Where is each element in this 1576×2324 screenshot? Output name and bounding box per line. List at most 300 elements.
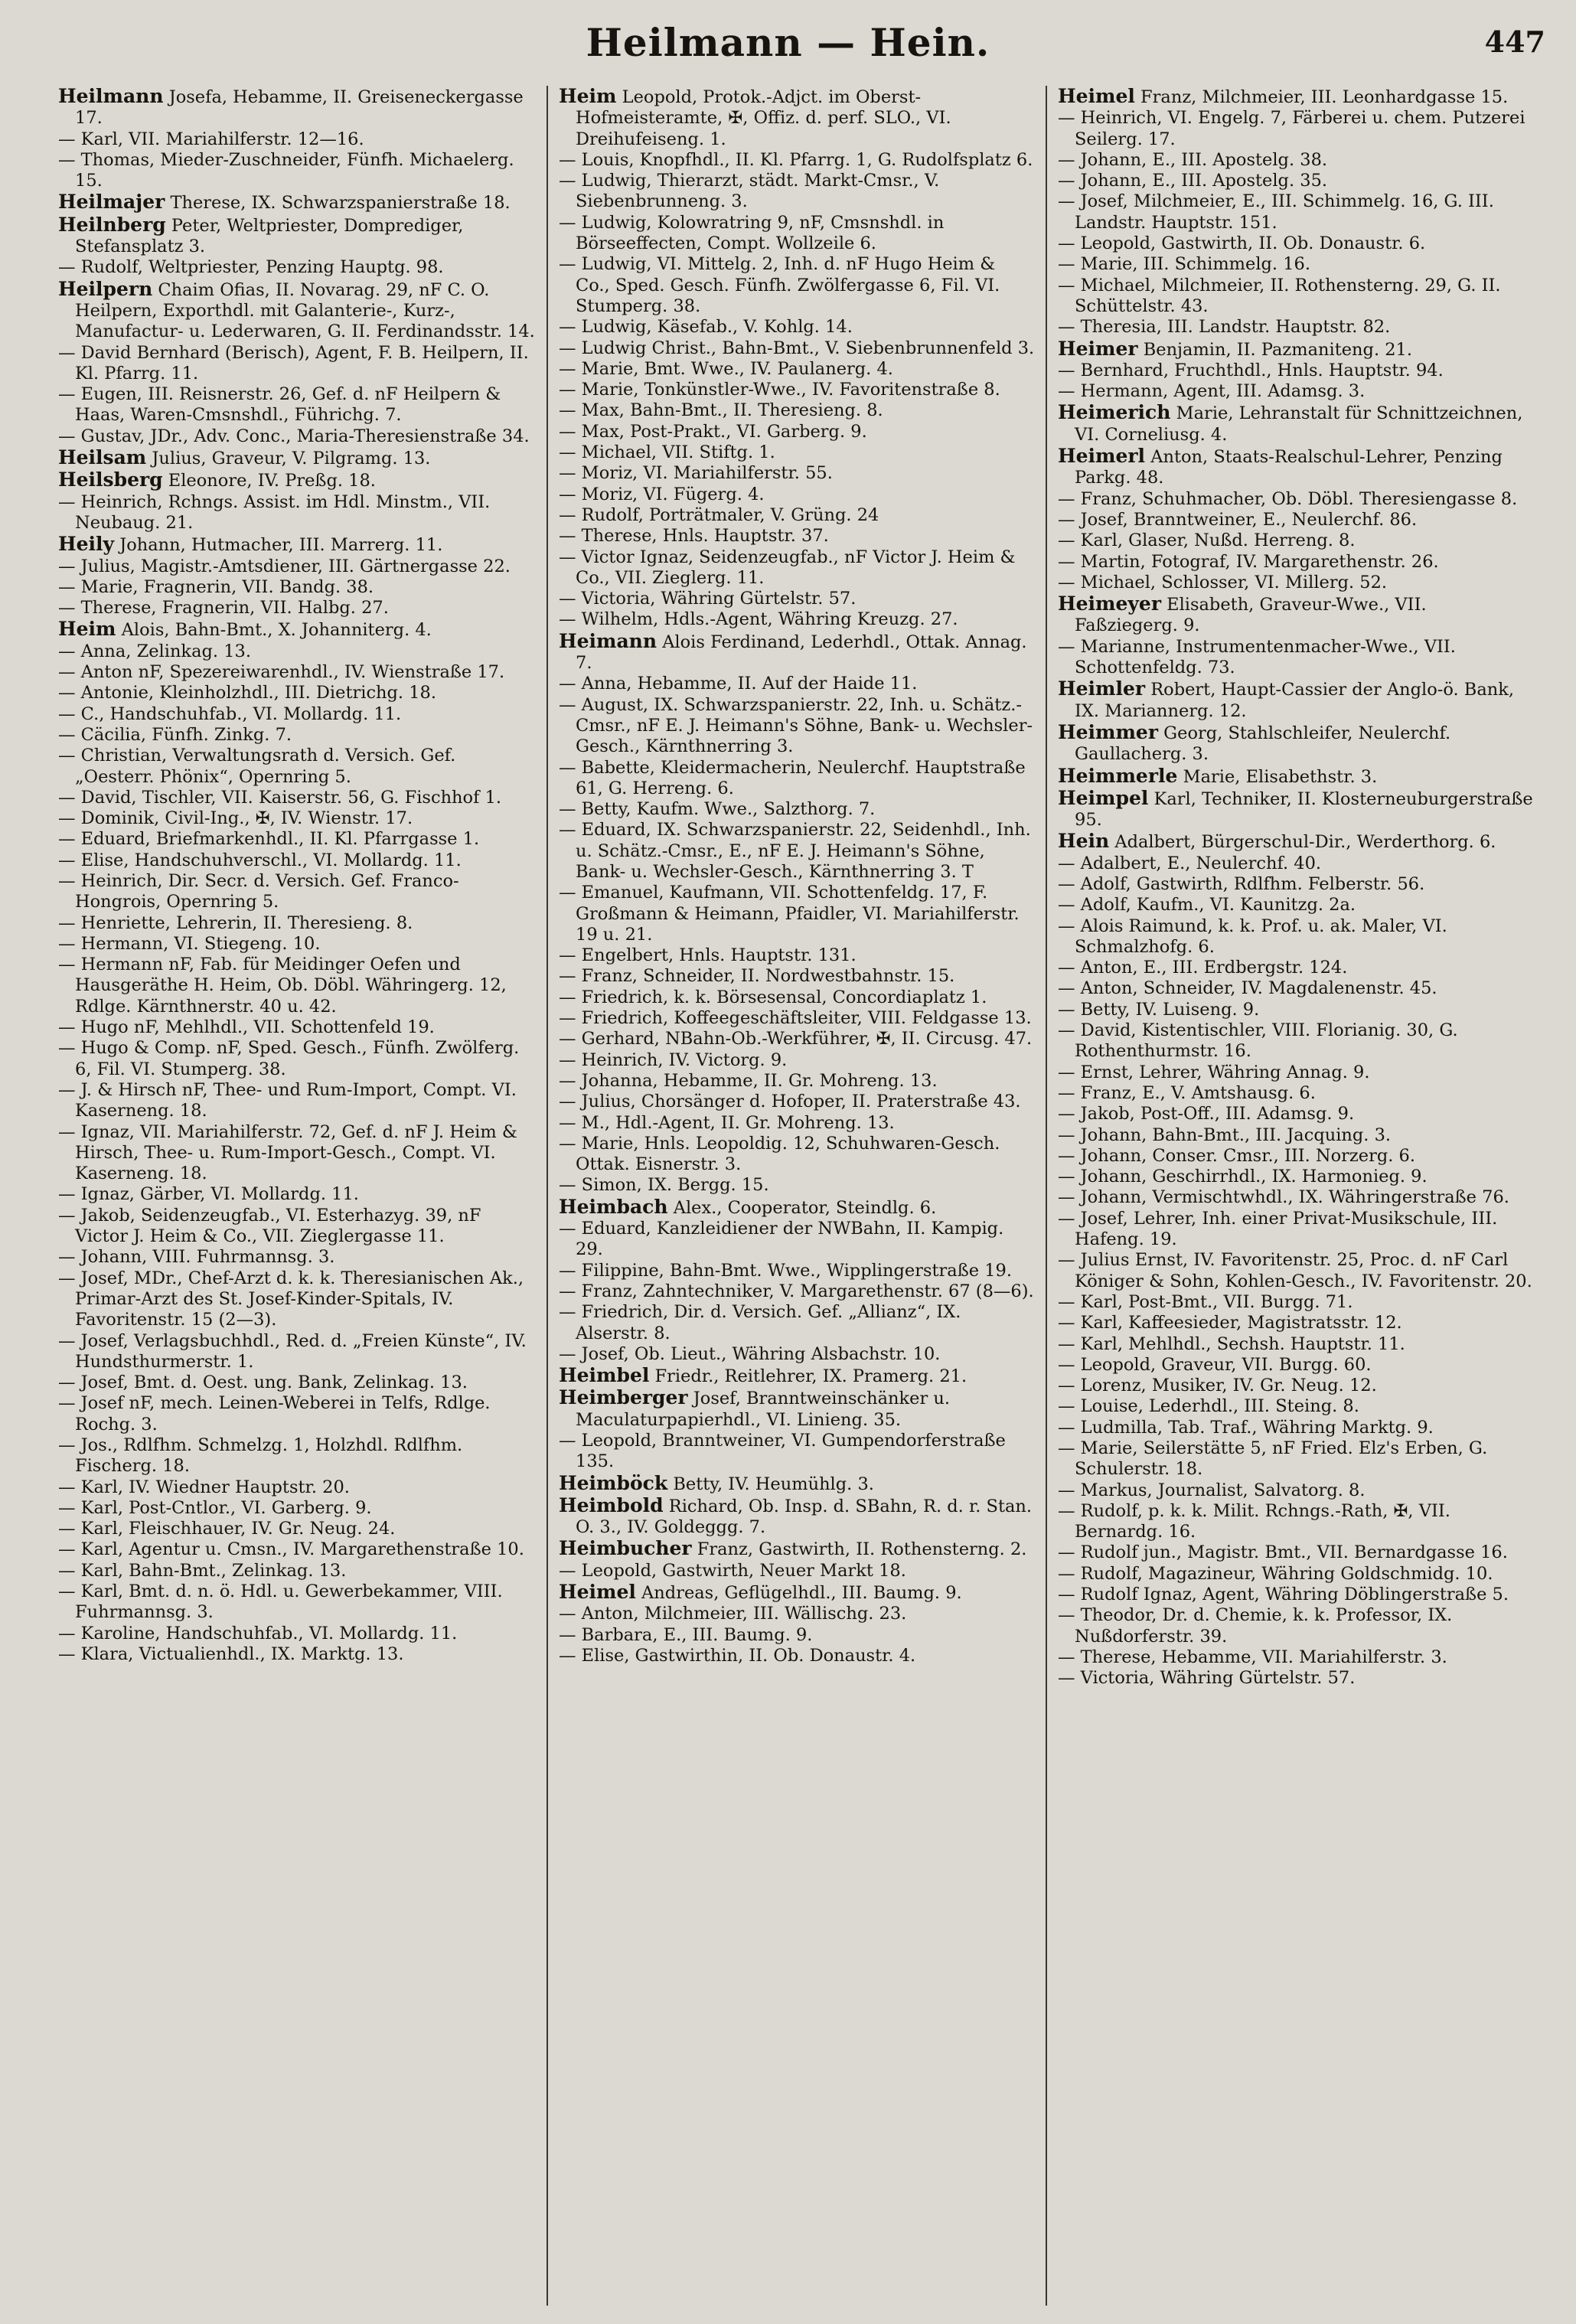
entry-text: — Betty, Kaufm. Wwe., Salzthorg. 7. — [559, 799, 876, 820]
directory-entry — [1058, 765, 1534, 788]
directory-entry — [559, 1431, 1035, 1473]
directory-entry — [1058, 874, 1534, 895]
entry-text: Peter, Weltpriester, Domprediger, Stefansplatz 3. — [75, 215, 464, 257]
directory-entry — [1058, 854, 1534, 874]
directory-entry — [559, 1196, 1035, 1219]
directory-entry — [559, 1029, 1035, 1049]
directory-entry — [1058, 1313, 1534, 1333]
entry-text: — Rudolf, p. k. k. Milit. Rchngs.-Rath, ✠, VII. Bernardg. 16. — [1058, 1500, 1450, 1542]
entry-surname: Heimbach — [559, 1195, 668, 1218]
directory-entry — [559, 1495, 1035, 1539]
directory-entry — [58, 1184, 536, 1205]
directory-entry — [58, 447, 536, 469]
directory-entry — [1058, 1167, 1534, 1187]
entry-text: — Heinrich, Rchngs. Assist. im Hdl. Minstm., VII. Neubaug. 21. — [58, 491, 491, 533]
entry-text: — Josef, Branntweiner, E., Neulerchf. 86. — [1058, 509, 1418, 530]
directory-entry — [58, 279, 536, 343]
running-head: Heilmann — Hein. — [586, 20, 990, 65]
entry-text: — Ludwig, Kolowratring 9, nF, Cmsnshdl. in Börseeffecten, Compt. Wollzeile 6. — [559, 212, 945, 254]
directory-entry — [559, 1365, 1035, 1387]
entry-text: — Martin, Fotograf, IV. Margarethenstr. 26. — [1058, 551, 1439, 572]
entry-text: — Franz, Zahntechniker, V. Margarethenstr. 67 (8—6). — [559, 1281, 1034, 1301]
directory-entry — [58, 214, 536, 258]
directory-entry — [559, 1261, 1035, 1281]
directory-entry — [559, 1175, 1035, 1196]
entry-text: Marie, Lehranstalt für Schnittzeichnen, VI. Corneliusg. 4. — [1075, 403, 1523, 445]
directory-entry — [58, 1017, 536, 1038]
entry-text: — Louise, Lederhdl., III. Steing. 8. — [1058, 1396, 1359, 1417]
entry-text: — Anton nF, Spezereiwarenhdl., IV. Wienstraße 17. — [58, 662, 505, 683]
entry-text: — Marie, Fragnerin, VII. Bandg. 38. — [58, 576, 374, 597]
directory-entry — [1058, 530, 1534, 551]
entry-text: — Karl, Mehlhdl., Sechsh. Hauptstr. 11. — [1058, 1333, 1405, 1354]
directory-entry — [559, 695, 1035, 758]
entry-surname: Heilmann — [58, 86, 164, 107]
directory-entry — [559, 338, 1035, 359]
entry-text: — Max, Bahn-Bmt., II. Theresieng. 8. — [559, 400, 883, 421]
entry-text: — Michael, Schlosser, VI. Millerg. 52. — [1058, 572, 1388, 592]
entry-text: — Theresia, III. Landstr. Hauptstr. 82. — [1058, 317, 1391, 338]
entry-text: — Franz, E., V. Amtshausg. 6. — [1058, 1082, 1316, 1103]
directory-entry — [1058, 1668, 1534, 1689]
entry-text: — Johann, Conser. Cmsr., III. Norzerg. 6. — [1058, 1145, 1416, 1166]
column-3 — [1046, 86, 1545, 2306]
entry-text: — Thomas, Mieder-Zuschneider, Fünfh. Michaelerg. 15. — [58, 149, 514, 191]
directory-entry — [1058, 1438, 1534, 1480]
directory-entry — [559, 1071, 1035, 1092]
entry-text: — Ludwig Christ., Bahn-Bmt., V. Siebenbrunnenfeld 3. — [559, 338, 1035, 358]
entry-text: — Leopold, Graveur, VII. Burgg. 60. — [1058, 1354, 1372, 1375]
directory-entry — [58, 1268, 536, 1331]
entry-text: — Heinrich, Dir. Secr. d. Versich. Gef. Franco-Hongrois, Opernring 5. — [58, 870, 459, 912]
directory-entry — [58, 871, 536, 913]
entry-text: — Elise, Handschuhverschl., VI. Mollardg. 11. — [58, 850, 462, 870]
entry-text: — Eduard, IX. Schwarzspanierstr. 22, Seidenhdl., Inh. u. Schätz.-Cmsr., E., nF E. J. Heimann's Söhne, Bank- u. Wechsler-Gesch., Kärnthnerring 3. T — [559, 820, 1031, 882]
entry-text: — David Bernhard (Berisch), Agent, F. B. Heilpern, II. Kl. Pfarrg. 11. — [58, 342, 529, 384]
directory-entry — [58, 683, 536, 703]
directory-entry — [1058, 150, 1534, 171]
entry-text: — Anton, E., III. Erdbergstr. 124. — [1058, 958, 1348, 978]
entry-text: — Johann, VIII. Fuhrmannsg. 3. — [58, 1247, 335, 1268]
entry-text: — Leopold, Gastwirth, Neuer Markt 18. — [559, 1560, 906, 1581]
entry-text: Benjamin, II. Pazmaniteng. 21. — [1143, 339, 1413, 360]
directory-entry — [559, 485, 1035, 505]
entry-text: Friedr., Reitlehrer, IX. Pramerg. 21. — [654, 1366, 967, 1387]
entry-text: Julius, Graveur, V. Pilgramg. 13. — [152, 449, 431, 469]
directory-entry — [1058, 1250, 1534, 1292]
entry-text: Anton, Staats-Realschul-Lehrer, Penzing Parkg. 48. — [1075, 447, 1503, 488]
directory-entry — [58, 1477, 536, 1498]
entry-text: — Marie, Tonkünstler-Wwe., IV. Favoritenstraße 8. — [559, 380, 1000, 400]
entry-text: — Victoria, Währing Gürtelstr. 57. — [559, 589, 857, 609]
directory-entry — [58, 1624, 536, 1644]
entry-text: — Filippine, Bahn-Bmt. Wwe., Wipplingerstraße 19. — [559, 1260, 1012, 1281]
directory-entry — [1058, 254, 1534, 275]
entry-text: — Simon, IX. Bergg. 15. — [559, 1175, 769, 1196]
entry-text: — Elise, Gastwirthin, II. Ob. Donaustr. 4. — [559, 1645, 916, 1666]
entry-surname: Heilsberg — [58, 468, 163, 491]
entry-text: — Christian, Verwaltungsrath d. Versich. Gef. „Oesterr. Phönix“, Opernring 5. — [58, 746, 456, 787]
directory-entry — [1058, 381, 1534, 402]
directory-entry — [559, 150, 1035, 171]
directory-entry — [1058, 191, 1534, 233]
directory-entry — [1058, 317, 1534, 338]
entry-text: — Eduard, Kanzleidiener der NWBahn, II. Kampig. 29. — [559, 1219, 1004, 1260]
entry-text: — Victoria, Währing Gürtelstr. 57. — [1058, 1668, 1356, 1689]
entry-text: Alois, Bahn-Bmt., X. Johanniterg. 4. — [121, 620, 432, 641]
directory-entry — [58, 913, 536, 934]
entry-text: — Adolf, Gastwirth, Rdlfhm. Felberstr. 56. — [1058, 873, 1425, 894]
entry-text: — Dominik, Civil-Ing., ✠, IV. Wienstr. 17. — [58, 808, 413, 829]
entry-text: — Josef, MDr., Chef-Arzt d. k. k. Theresianischen Ak., Primar-Arzt des St. Josef-Kinder-Spitals, IV. Favoritenstr. 15 (2—3). — [58, 1268, 524, 1330]
entry-text: — Marie, Bmt. Wwe., IV. Paulanerg. 4. — [559, 358, 893, 379]
entry-text: — Ernst, Lehrer, Währing Annag. 9. — [1058, 1062, 1370, 1082]
column-1 — [47, 86, 547, 2306]
directory-entry — [58, 598, 536, 619]
entry-text: — Franz, Schuhmacher, Ob. Döbl. Theresiengasse 8. — [1058, 488, 1518, 509]
entry-text: — Michael, Milchmeier, II. Rothensterng. 29, G. II. Schüttelstr. 43. — [1058, 275, 1501, 316]
entry-surname: Heimeyer — [1058, 592, 1161, 615]
directory-entry — [1058, 1062, 1534, 1083]
entry-surname: Heimböck — [559, 1471, 668, 1494]
entry-surname: Heimbel — [559, 1364, 650, 1387]
directory-entry — [559, 86, 1035, 150]
directory-entry — [559, 1604, 1035, 1624]
entry-text: — Klara, Victualienhdl., IX. Marktg. 13. — [58, 1643, 404, 1664]
entry-text: — Josef, Verlagsbuchhdl., Red. d. „Freien Künste“, IV. Hundsthurmerstr. 1. — [58, 1330, 527, 1372]
entry-text: — Hermann, Agent, III. Adamsg. 3. — [1058, 381, 1366, 402]
entry-text: — Julius Ernst, IV. Favoritenstr. 25, Proc. d. nF Carl Königer & Sohn, Kohlen-Gesch., IV. Favoritenstr. 20. — [1058, 1250, 1532, 1291]
entry-text: — M., Hdl.-Agent, II. Gr. Mohreng. 13. — [559, 1112, 895, 1133]
directory-entry — [1058, 1542, 1534, 1563]
directory-entry — [559, 1581, 1035, 1604]
entry-text: — Karl, Post-Cntlor., VI. Garberg. 9. — [58, 1497, 372, 1518]
entry-surname: Heimer — [1058, 337, 1138, 360]
entry-text: — Theodor, Dr. d. Chemie, k. k. Professor, IX. Nußdorferstr. 39. — [1058, 1605, 1453, 1647]
entry-surname: Heim — [559, 86, 617, 107]
entry-text: — Anna, Hebamme, II. Auf der Haide 11. — [559, 674, 918, 694]
directory-entry — [58, 788, 536, 808]
entry-text: — Rudolf jun., Magistr. Bmt., VII. Bernardgasse 16. — [1058, 1542, 1508, 1563]
directory-entry — [58, 725, 536, 746]
directory-entry — [1058, 489, 1534, 510]
directory-entry — [559, 966, 1035, 987]
entry-text: — Heinrich, IV. Victorg. 9. — [559, 1049, 788, 1070]
directory-entry — [559, 1387, 1035, 1431]
entry-text: — Therese, Hebamme, VII. Mariahilferstr. 3. — [1058, 1647, 1447, 1667]
entry-text: — Ludwig, Käsefab., V. Kohlg. 14. — [559, 317, 853, 338]
entry-text: — Wilhelm, Hdls.-Agent, Währing Kreuzg. 27. — [559, 609, 958, 630]
directory-entry — [58, 1644, 536, 1665]
entry-text: Marie, Elisabethstr. 3. — [1183, 766, 1378, 787]
entry-text: — August, IX. Schwarzspanierstr. 22, Inh. u. Schätz.-Cmsr., nF E. J. Heimann's Söhne, Bank- u. Wechsler-Gesch., Kärnthnerring 3. — [559, 694, 1033, 757]
entry-text: Eleonore, IV. Preßg. 18. — [168, 471, 376, 491]
entry-surname: Heimerl — [1058, 445, 1146, 468]
directory-entry — [559, 442, 1035, 463]
entry-text: — Jakob, Post-Off., III. Adamsg. 9. — [1058, 1104, 1355, 1124]
directory-entry — [1058, 1125, 1534, 1146]
directory-entry — [559, 1281, 1035, 1302]
directory-entry — [58, 808, 536, 829]
entry-text: — Ignaz, Gärber, VI. Mollardg. 11. — [58, 1184, 359, 1205]
directory-entry — [1058, 1209, 1534, 1251]
entry-text: — Therese, Hnls. Hauptstr. 37. — [559, 526, 829, 547]
entry-surname: Heimel — [1058, 86, 1135, 107]
entry-surname: Heimberger — [559, 1386, 688, 1409]
entry-text: Richard, Ob. Insp. d. SBahn, R. d. r. Stan. O. 3., IV. Goldeggg. 7. — [576, 1496, 1033, 1538]
directory-entry — [559, 820, 1035, 883]
entry-text: Elisabeth, Graveur-Wwe., VII. Faßziegerg. 9. — [1075, 595, 1427, 636]
entry-text: — Antonie, Kleinholzhdl., III. Dietrichg. 18. — [58, 683, 437, 703]
entry-text: — Johann, Vermischtwhdl., IX. Währingerstraße 76. — [1058, 1187, 1509, 1208]
entry-text: — Bernhard, Fruchthdl., Hnls. Hauptstr. 94. — [1058, 360, 1444, 380]
column-2 — [547, 86, 1046, 2306]
entry-text: — Karl, Post-Bmt., VII. Burgg. 71. — [1058, 1291, 1353, 1312]
directory-entry — [1058, 1564, 1534, 1585]
entry-surname: Heimmerle — [1058, 764, 1178, 787]
directory-entry — [58, 534, 536, 556]
directory-entry — [58, 557, 536, 577]
entry-text: — Josef nF, mech. Leinen-Weberei in Telfs, Rdlge. Rochg. 3. — [58, 1393, 491, 1435]
directory-entry — [559, 883, 1035, 945]
entry-text: — Markus, Journalist, Salvatorg. 8. — [1058, 1480, 1366, 1500]
directory-entry — [559, 1134, 1035, 1176]
entry-text: — Louis, Knopfhdl., II. Kl. Pfarrg. 1, G. Rudolfsplatz 6. — [559, 149, 1033, 170]
entry-text: — Johann, Geschirrhdl., IX. Harmonieg. 9. — [1058, 1167, 1428, 1187]
entry-text: — Johanna, Hebamme, II. Gr. Mohreng. 13. — [559, 1070, 938, 1091]
directory-entry — [58, 384, 536, 426]
directory-entry — [58, 1539, 536, 1560]
directory-entry — [559, 1092, 1035, 1112]
directory-entry — [559, 380, 1035, 400]
entry-text: — Michael, VII. Stiftg. 1. — [559, 442, 775, 463]
directory-entry — [1058, 446, 1534, 489]
directory-entry — [1058, 1418, 1534, 1438]
directory-entry — [1058, 1146, 1534, 1167]
directory-entry — [1058, 361, 1534, 381]
directory-entry — [58, 150, 536, 192]
entry-text: — Marie, III. Schimmelg. 16. — [1058, 254, 1311, 275]
entry-text: — Karl, Bmt. d. n. ö. Hdl. u. Gewerbekammer, VIII. Fuhrmannsg. 3. — [58, 1581, 503, 1623]
entry-text: — Cäcilia, Fünfh. Zinkg. 7. — [58, 724, 292, 745]
directory-entry — [58, 641, 536, 662]
entry-text: — Karl, Bahn-Bmt., Zelinkag. 13. — [58, 1560, 347, 1581]
directory-entry — [58, 1373, 536, 1393]
directory-entry — [559, 1113, 1035, 1134]
entry-text: — Anton, Milchmeier, III. Wällischg. 23. — [559, 1604, 907, 1624]
directory-entry — [1058, 233, 1534, 254]
entry-text: — Josef, Bmt. d. Oest. ung. Bank, Zelinkag. 13. — [58, 1373, 468, 1393]
directory-entry — [559, 1050, 1035, 1071]
entry-text: — Ludwig, Thierarzt, städt. Markt-Cmsr., V. Siebenbrunneng. 3. — [559, 171, 940, 212]
directory-entry — [58, 129, 536, 150]
entry-text: — Marianne, Instrumentenmacher-Wwe., VII. Schottenfeldg. 73. — [1058, 636, 1456, 678]
directory-entry — [58, 1581, 536, 1624]
directory-entry — [1058, 1396, 1534, 1417]
directory-entry — [58, 1393, 536, 1435]
directory-entry — [58, 1038, 536, 1080]
directory-entry — [1058, 1292, 1534, 1313]
entry-text: — Rudolf Ignaz, Agent, Währing Döblingerstraße 5. — [1058, 1585, 1509, 1605]
entry-surname: Heilpern — [58, 277, 153, 300]
directory-entry — [58, 86, 536, 129]
entry-text: — Josef, Milchmeier, E., III. Schimmelg. 16, G. III. Landstr. Hauptstr. 151. — [1058, 191, 1494, 233]
entry-text: — Emanuel, Kaufmann, VII. Schottenfeldg. 17, F. Großmann & Heimann, Pfaidler, VI. Mariahilferstr. 19 u. 21. — [559, 883, 1020, 945]
entry-text: Franz, Gastwirth, II. Rothensterng. 2. — [697, 1539, 1027, 1560]
entry-surname: Hein — [1058, 830, 1110, 853]
entry-text: — Karl, Fleischhauer, IV. Gr. Neug. 24. — [58, 1519, 396, 1539]
directory-entry — [559, 547, 1035, 589]
directory-entry — [1058, 722, 1534, 765]
entry-text: — Gustav, JDr., Adv. Conc., Maria-Theresienstraße 34. — [58, 426, 530, 446]
directory-entry — [559, 317, 1035, 338]
directory-entry — [1058, 1000, 1534, 1020]
entry-text: — Eduard, Briefmarkenhdl., II. Kl. Pfarrgasse 1. — [58, 829, 480, 850]
entry-text: — Rudolf, Porträtmaler, V. Grüng. 24 — [559, 504, 879, 525]
entry-text: — Jos., Rdlfhm. Schmelzg. 1, Holzhdl. Rdlfhm. Fischerg. 18. — [58, 1435, 463, 1477]
entry-text: Betty, IV. Heumühlg. 3. — [673, 1474, 874, 1494]
directory-entry — [58, 343, 536, 385]
directory-entry — [1058, 171, 1534, 191]
directory-entry — [1058, 1187, 1534, 1208]
directory-entry — [58, 955, 536, 1017]
entry-text: — Ludwig, VI. Mittelg. 2, Inh. d. nF Hugo Heim & Co., Sped. Gesch. Fünfh. Zwölfergasse 6, Fil. VI. Stumperg. 38. — [559, 254, 1000, 316]
directory-entry — [559, 1625, 1035, 1646]
directory-entry — [559, 1538, 1035, 1560]
directory-entry — [559, 422, 1035, 442]
entry-surname: Heimerich — [1058, 401, 1171, 424]
directory-entry — [559, 359, 1035, 380]
entry-text: — Hermann nF, Fab. für Meidinger Oefen und Hausgeräthe H. Heim, Ob. Döbl. Währingerg. 12, Rdlge. Kärnthnerstr. 40 u. 42. — [58, 955, 507, 1017]
entry-text: — Karoline, Handschuhfab., VI. Mollardg. 11. — [58, 1623, 458, 1643]
entry-text: — Heinrich, VI. Engelg. 7, Färberei u. chem. Putzerei Seilerg. 17. — [1058, 108, 1525, 149]
entry-text: — Marie, Seilerstätte 5, nF Fried. Elz's Erben, G. Schulerstr. 18. — [1058, 1438, 1488, 1480]
entry-surname: Heim — [58, 618, 116, 641]
directory-entry — [559, 589, 1035, 609]
entry-text: Robert, Haupt-Cassier der Anglo-ö. Bank, IX. Mariannerg. 12. — [1075, 680, 1515, 721]
entry-text: — Jakob, Seidenzeugfab., VI. Esterhazyg. 39, nF Victor J. Heim & Co., VII. Zieglergasse 11. — [58, 1205, 481, 1247]
entry-surname: Heilmajer — [58, 191, 165, 214]
directory-entry — [1058, 637, 1534, 679]
directory-entry — [1058, 1501, 1534, 1543]
directory-entry — [1058, 573, 1534, 593]
entry-text: — Karl, Glaser, Nußd. Herreng. 8. — [1058, 530, 1356, 551]
directory-entry — [1058, 1020, 1534, 1062]
directory-entry — [58, 577, 536, 598]
directory-entry — [1058, 916, 1534, 958]
entry-text: — Babette, Kleidermacherin, Neulerchf. Hauptstraße 61, G. Herreng. 6. — [559, 757, 1026, 798]
directory-entry — [58, 426, 536, 447]
directory-entry — [1058, 1334, 1534, 1355]
directory-entry — [1058, 338, 1534, 361]
page-header — [0, 14, 1576, 67]
directory-entry — [58, 492, 536, 534]
entry-text: — Lorenz, Musiker, IV. Gr. Neug. 12. — [1058, 1376, 1377, 1396]
entry-text: — David, Tischler, VII. Kaiserstr. 56, G. Fischhof 1. — [58, 787, 502, 808]
entry-text: — Hermann, VI. Stiegeng. 10. — [58, 933, 321, 954]
entry-text: Leopold, Protok.-Adjct. im Oberst-Hofmeisteramte, ✠, Offiz. d. perf. SLO., VI. Dreihufeiseng. 1. — [576, 87, 951, 149]
entry-text: Chaim Ofias, II. Novarag. 29, nF C. O. Heilpern, Exporthdl. mit Galanterie-, Kurz-, Manufactur- u. Lederwaren, G. II. Ferdinandsstr. 14. — [75, 279, 535, 342]
directory-entry — [1058, 1104, 1534, 1124]
directory-entry — [58, 704, 536, 725]
entry-surname: Heimmer — [1058, 720, 1159, 743]
directory-entry — [58, 829, 536, 850]
entry-text: — Gerhard, NBahn-Ob.-Werkführer, ✠, II. Circusg. 47. — [559, 1029, 1033, 1049]
directory-entry — [1058, 895, 1534, 916]
directory-entry — [1058, 1480, 1534, 1501]
directory-entry — [1058, 108, 1534, 150]
directory-entry — [1058, 276, 1534, 318]
directory-entry — [58, 1561, 536, 1581]
entry-text: — Moriz, VI. Fügerg. 4. — [559, 484, 765, 504]
entry-text: — David, Kistentischler, VIII. Florianig. 30, G. Rothenthurmstr. 16. — [1058, 1020, 1458, 1062]
directory-entry — [58, 934, 536, 955]
entry-text: — Karl, IV. Wiedner Hauptstr. 20. — [58, 1477, 350, 1497]
entry-text: Franz, Milchmeier, III. Leonhardgasse 15. — [1140, 87, 1509, 107]
entry-text: Alois Ferdinand, Lederhdl., Ottak. Annag. 7. — [576, 632, 1027, 674]
entry-text: — Anna, Zelinkag. 13. — [58, 641, 251, 661]
entry-text: — Anton, Schneider, IV. Magdalenenstr. 45. — [1058, 978, 1437, 999]
entry-text: — Johann, E., III. Apostelg. 38. — [1058, 149, 1328, 170]
entry-text: — Barbara, E., III. Baumg. 9. — [559, 1624, 813, 1645]
entry-text: — Victor Ignaz, Seidenzeugfab., nF Victor J. Heim & Co., VII. Zieglerg. 11. — [559, 547, 1016, 588]
directory-entry — [559, 1219, 1035, 1261]
entry-surname: Heimpel — [1058, 786, 1149, 809]
entry-text: — Karl, Agentur u. Cmsn., IV. Margarethenstraße 10. — [58, 1539, 524, 1560]
entry-text: — Ludmilla, Tab. Traf., Währing Marktg. 9. — [1058, 1417, 1434, 1438]
entry-text: — Henriette, Lehrerin, II. Theresieng. 8. — [58, 912, 413, 933]
entry-text: — Franz, Schneider, II. Nordwestbahnstr. 15. — [559, 966, 955, 987]
directory-entry — [1058, 978, 1534, 999]
directory-columns — [47, 86, 1546, 2306]
entry-text: Therese, IX. Schwarzspanierstraße 18. — [170, 193, 511, 214]
directory-entry — [559, 1344, 1035, 1365]
directory-entry — [559, 945, 1035, 966]
directory-entry — [1058, 1376, 1534, 1396]
directory-entry — [58, 469, 536, 491]
entry-text: Karl, Techniker, II. Klosterneuburgerstraße 95. — [1075, 788, 1533, 831]
directory-entry — [1058, 1605, 1534, 1647]
entry-surname: Heimann — [559, 629, 657, 652]
entry-text: — Friedrich, Dir. d. Versich. Gef. „Allianz“, IX. Alserstr. 8. — [559, 1302, 961, 1343]
entry-text: — J. & Hirsch nF, Thee- und Rum-Import, Compt. VI. Kaserneng. 18. — [58, 1079, 517, 1121]
entry-text: — Marie, Hnls. Leopoldig. 12, Schuhwaren-Gesch. Ottak. Eisnerstr. 3. — [559, 1133, 1000, 1175]
entry-surname: Heilnberg — [58, 213, 166, 236]
page-number: 447 — [1484, 24, 1545, 59]
entry-surname: Heimel — [559, 1581, 636, 1604]
directory-entry — [58, 1331, 536, 1373]
entry-text: — Adolf, Kaufm., VI. Kaunitzg. 2a. — [1058, 895, 1356, 916]
entry-text: — Josef, Ob. Lieut., Währing Alsbachstr. 10. — [559, 1343, 941, 1364]
entry-text: Johann, Hutmacher, III. Marrerg. 11. — [119, 535, 443, 556]
entry-text: — C., Handschuhfab., VI. Mollardg. 11. — [58, 703, 402, 724]
directory-entry — [559, 674, 1035, 694]
directory-entry — [559, 1473, 1035, 1495]
entry-text: — Karl, Kaffeesieder, Magistratsstr. 12. — [1058, 1313, 1402, 1333]
directory-entry — [559, 505, 1035, 526]
directory-entry — [559, 1646, 1035, 1666]
entry-text: — Hugo & Comp. nF, Sped. Gesch., Fünfh. Zwölferg. 6, Fil. VI. Stumperg. 38. — [58, 1038, 520, 1079]
entry-text: — Julius, Magistr.-Amtsdiener, III. Gärtnergasse 22. — [58, 556, 511, 576]
directory-entry — [559, 799, 1035, 820]
entry-text: — Moriz, VI. Mariahilferstr. 55. — [559, 463, 833, 484]
entry-text: — Leopold, Branntweiner, VI. Gumpendorferstraße 135. — [559, 1431, 1006, 1472]
entry-text: — Engelbert, Hnls. Hauptstr. 131. — [559, 945, 857, 966]
entry-text: — Hugo nF, Mehlhdl., VII. Schottenfeld 19. — [58, 1017, 435, 1038]
entry-text: — Max, Post-Prakt., VI. Garberg. 9. — [559, 421, 867, 442]
directory-entry — [559, 400, 1035, 421]
entry-text: Georg, Stahlschleifer, Neulerchf. Gaullacherg. 3. — [1075, 723, 1451, 765]
